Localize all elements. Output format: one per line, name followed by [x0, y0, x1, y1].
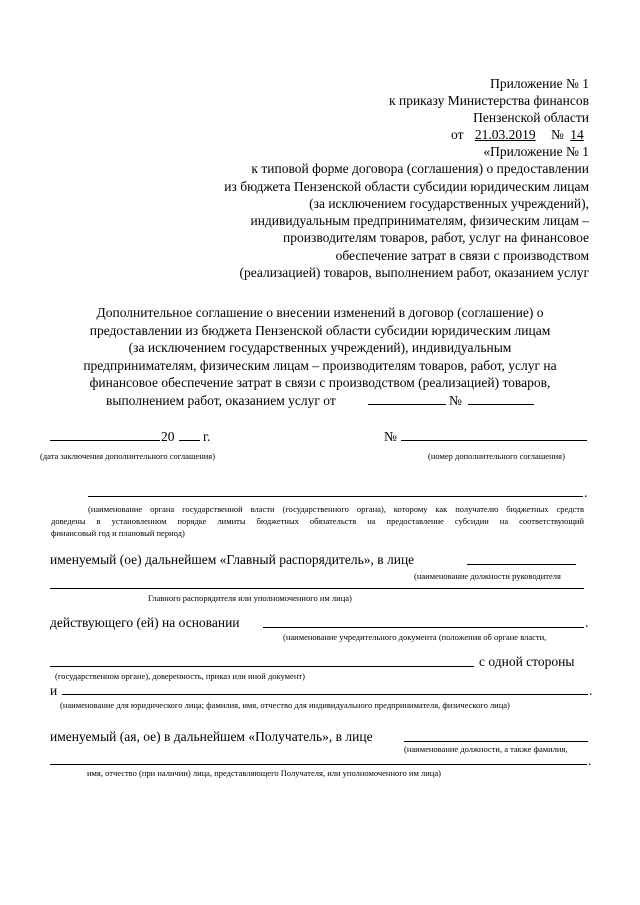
basis-document-blank: [263, 627, 584, 628]
number-prefix: №: [550, 127, 564, 142]
receiver-person-blank: [50, 764, 587, 765]
basis-text: действующего (ей) на основании: [50, 615, 240, 630]
authority-caption-line: финансовый год и плановый период): [51, 528, 185, 538]
number-caption: (номер дополнительного соглашения): [428, 451, 565, 461]
title-number-blank: [468, 404, 534, 405]
receiver-position-blank: [404, 741, 588, 742]
recipient-end-dot: .: [589, 683, 593, 698]
form-appendix-line: обеспечение затрат в связи с производством: [335, 247, 589, 263]
title-date-blank: [368, 404, 446, 405]
appendix-date-row: [451, 126, 584, 143]
chief-person-caption: Главного распорядителя или уполномоченного им лица): [148, 593, 352, 603]
title-line: предоставлении из бюджета Пензенской области субсидии юридическим лицам: [89, 322, 551, 338]
form-appendix-line: индивидуальным предпринимателям, физическим лицам –: [250, 213, 589, 229]
basis-document-caption: (наименование учредительного документа (положения об органе власти,: [283, 632, 547, 642]
title-line: финансовое обеспечение затрат в связи с производством (реализацией) товаров,: [89, 375, 551, 391]
appendix-number: Приложение № 1: [490, 76, 589, 91]
title-line: Дополнительное соглашение о внесении изменений в договор (соглашение) о: [96, 305, 544, 320]
authority-end-dot: .: [584, 485, 588, 500]
receiver-position-caption: (наименование должности, а также фамилия,: [404, 744, 568, 754]
basis-end-dot: .: [585, 615, 589, 630]
date-day-month-blank: [50, 440, 160, 441]
receiver-end-dot: .: [588, 753, 592, 768]
chief-position-caption: (наименование должности руководителя: [414, 571, 561, 581]
authority-caption-line: доведены в установленном порядке лимиты бюджетных обязательств на предоставление субсидии на соответствующий: [51, 516, 584, 526]
agreement-title: [0, 304, 640, 392]
receiver-person-caption: имя, отчество (при наличии) лица, представляющего Получателя, или уполномоченного им лица): [87, 768, 441, 778]
year-prefix: 20: [161, 429, 175, 444]
title-last-line: выполнением работ, оказанием услуг от: [106, 393, 336, 408]
chief-text: именуемый (ое) дальнейшем «Главный распорядитель», в лице: [50, 552, 415, 567]
date-prefix: от: [451, 127, 464, 142]
appendix-order: к приказу Министерства финансов: [389, 93, 589, 108]
year-suffix: г.: [203, 429, 211, 444]
authority-caption-line: (наименование органа государственной власти (государственного органа), которому как получателю бюджетных средств: [88, 504, 584, 514]
agreement-number-sign: №: [384, 429, 397, 444]
authority-caption: [51, 503, 584, 539]
title-line: предпринимателям, физическим лицам – производителям товаров, работ, услуг на: [83, 357, 557, 373]
recipient-name-blank: [62, 694, 588, 695]
form-appendix-line: производителям товаров, работ, услуг на финансовое: [283, 230, 589, 246]
and-text: и: [50, 683, 58, 698]
date-caption: (дата заключения дополнительного соглашения): [40, 451, 216, 461]
form-appendix-block: [224, 143, 589, 281]
form-appendix-line: из бюджета Пензенской области субсидии юридическим лицам: [224, 178, 589, 194]
chief-position-blank: [467, 564, 576, 565]
appendix-order-number: 14: [570, 127, 584, 142]
basis-document-blank-2: [50, 666, 474, 667]
form-appendix-line: «Приложение № 1: [483, 144, 589, 159]
form-appendix-line: (за исключением государственных учреждений),: [309, 195, 589, 211]
agreement-number-blank: [401, 440, 587, 441]
form-appendix-line: к типовой форме договора (соглашения) о предоставлении: [251, 161, 589, 177]
one-side-text: с одной стороны: [479, 654, 575, 669]
appendix-date: 21.03.2019: [474, 127, 536, 142]
appendix-region: Пензенской области: [473, 110, 589, 125]
chief-person-blank: [50, 588, 584, 589]
basis-document-caption-2: (государственном органе), доверенность, приказ или иной документ): [55, 671, 305, 681]
year-blank: [179, 440, 200, 441]
recipient-name-caption: (наименование для юридического лица; фамилия, имя, отчество для индивидуального предпринимателя, физического лица): [60, 700, 510, 710]
title-number-sign: №: [449, 393, 462, 408]
authority-blank: [88, 496, 583, 497]
title-line: (за исключением государственных учреждений), индивидуальным: [128, 340, 512, 356]
receiver-text: именуемый (ая, ое) в дальнейшем «Получатель», в лице: [50, 729, 373, 744]
form-appendix-line: (реализацией) товаров, выполнением работ, оказанием услуг: [239, 265, 589, 281]
